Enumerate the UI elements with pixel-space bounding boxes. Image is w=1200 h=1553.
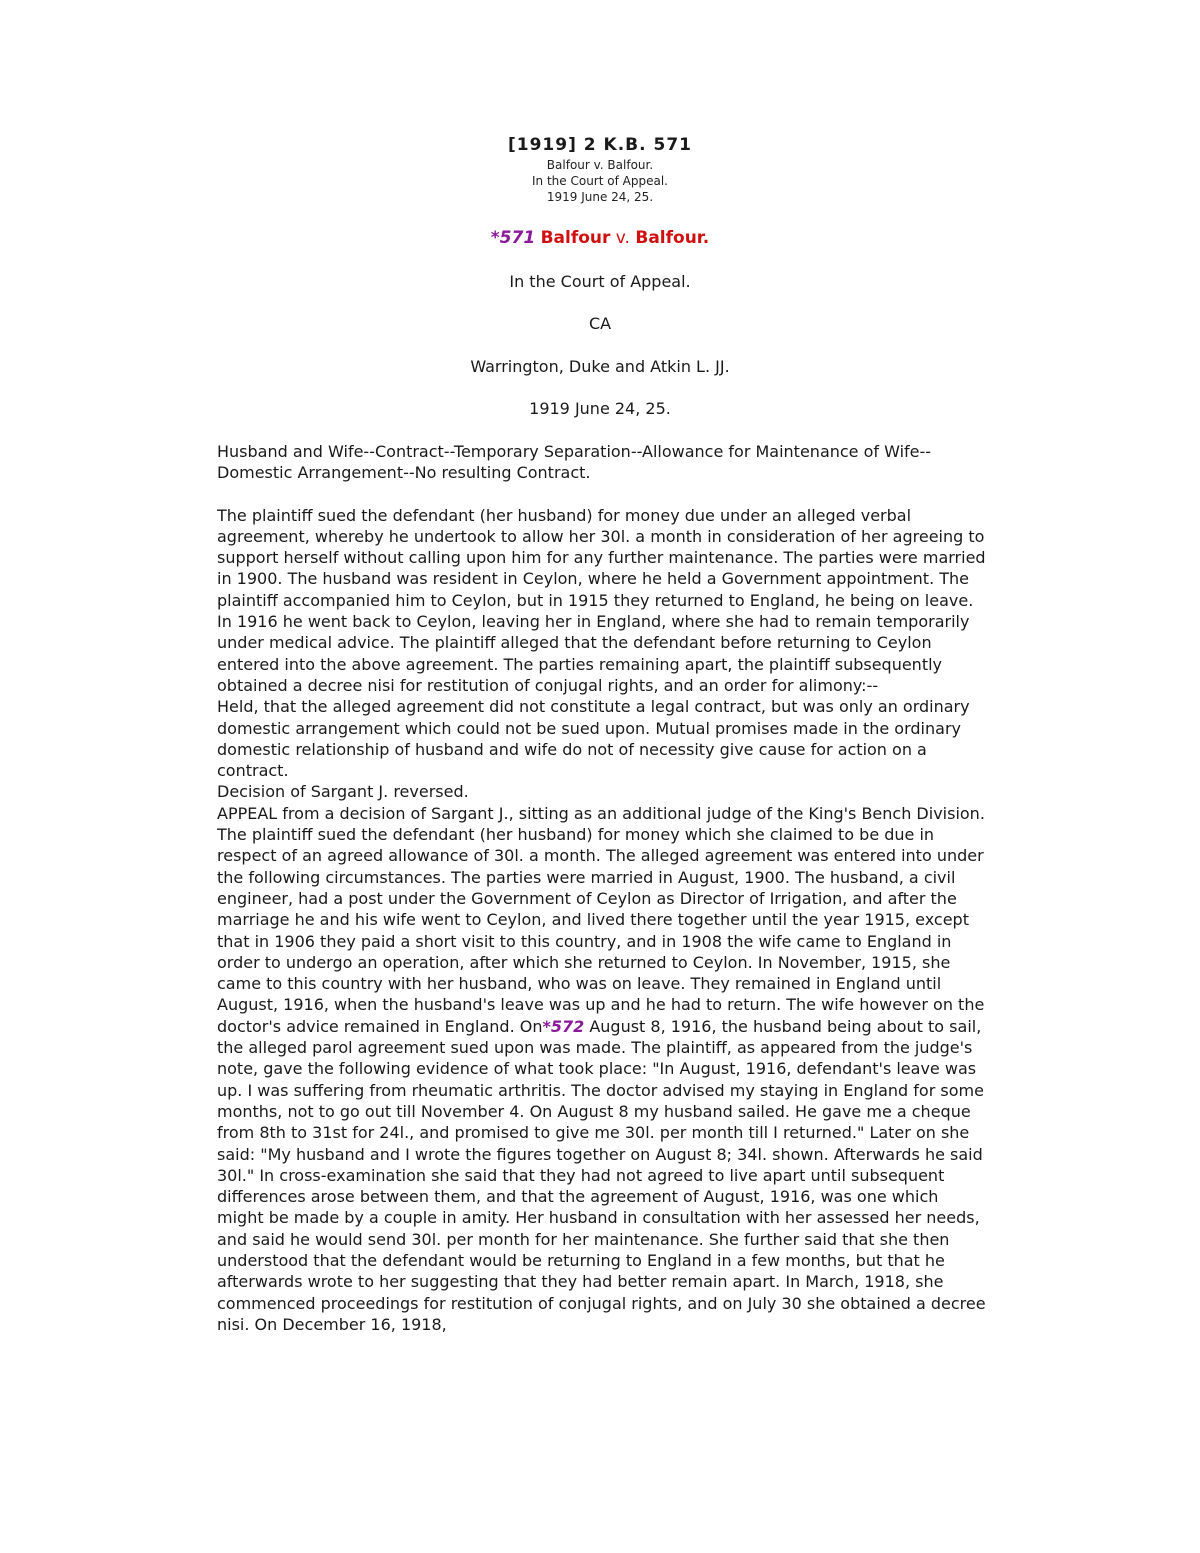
judgment-body xyxy=(217,441,987,1335)
facts-text-part-2: August 8, 1916, the husband being about to sail, the alleged parol agreement sued upon was made. The plaintiff, as appeared from the judge's note, gave the following evidence of what took place: "In August, 1916, defendant's leave was up. I was suffering from rheumatic arthritis. The doctor advised my staying in England for some months, not to go out till November 4. On August 8 my husband sailed. He gave me a cheque from 8th to 31st for 24l., and promised to give me 30l. per month till I returned." Later on she said: "My husband and I wrote the figures together on August 8; 34l. shown. Afterwards he said 30l." In cross-examination she said that they had not agreed to live apart until subsequent differences arose between them, and that the agreement of August, 1916, was one which might be made by a couple in amity. Her husband in consultation with her assessed her needs, and said he would send 30l. per month for her maintenance. She further said that she then understood that the defendant would be returning to England in a few months, but that he afterwards wrote to her suggesting that they had better remain apart. In March, 1918, she commenced proceedings for restitution of conjugal rights, and on July 30 she obtained a decree nisi. On December 16, 1918, xyxy=(217,1016,986,1334)
headnote: The plaintiff sued the defendant (her husband) for money due under an alleged verbal agreement, whereby he undertook to allow her 30l. a month in consideration of her agreeing to support herself without calling upon him for any further maintenance. The parties were married in 1900. The husband was resident in Ceylon, where he held a Government appointment. The plaintiff accompanied him to Ceylon, but in 1915 they returned to England, he being on leave. In 1916 he went back to Ceylon, leaving her in England, where she had to remain temporarily under medical advice. The plaintiff alleged that the defendant before returning to Ceylon entered into the above agreement. The parties remaining apart, the plaintiff subsequently obtained a decree nisi for restitution of conjugal rights, and an order for alimony:-- xyxy=(217,505,986,695)
header-dates: 1919 June 24, 25. xyxy=(546,190,654,204)
star-page-marker-572: *572 xyxy=(542,1016,585,1036)
appeal-paragraph: APPEAL from a decision of Sargant J., sitting as an additional judge of the King's Bench Division. xyxy=(217,803,985,823)
versus-label: v. xyxy=(615,228,630,248)
court-name: In the Court of Appeal. xyxy=(509,272,691,291)
header-case-name: Balfour v. Balfour. xyxy=(546,158,654,172)
party-plaintiff: Balfour xyxy=(540,228,611,248)
report-header xyxy=(0,133,1200,205)
held-paragraph: Held, that the alleged agreement did not constitute a legal contract, but was only an ordinary domestic arrangement which could not be sued upon. Mutual promises made in the ordinary domestic relationship of husband and wife do not of necessity give cause for action on a contract. xyxy=(217,697,970,781)
court-code: CA xyxy=(588,314,612,333)
star-page-marker: *571 xyxy=(490,228,536,248)
header-court: In the Court of Appeal. xyxy=(532,174,668,188)
case-title xyxy=(0,226,1200,250)
hearing-dates: 1919 June 24, 25. xyxy=(529,399,671,418)
facts-text-part-1: The plaintiff sued the defendant (her husband) for money which she claimed to be due in respect of an agreed allowance of 30l. a month. The alleged agreement was entered into under the following circumstances. The parties were married in August, 1900. The husband, a civil engineer, had a post under the Government of Ceylon as Director of Irrigation, and after the marriage he and his wife went to Ceylon, and lived there together until the year 1915, except that in 1906 they paid a short visit to this country, and in 1908 the wife came to England in order to undergo an operation, after which she returned to Ceylon. In November, 1915, she came to this country with her husband, who was on leave. They remained in England until August, 1916, when the husband's leave was up and he had to return. The wife however on the doctor's advice remained in England. On xyxy=(217,825,985,1036)
party-defendant: Balfour. xyxy=(635,228,710,248)
law-report-citation: [1919] 2 K.B. 571 xyxy=(508,135,692,155)
facts-paragraph xyxy=(217,824,987,1335)
decision-line: Decision of Sargant J. reversed. xyxy=(217,782,469,802)
catchwords: Husband and Wife--Contract--Temporary Separation--Allowance for Maintenance of Wife--Domestic Arrangement--No resulting Contract. xyxy=(217,442,932,483)
judges: Warrington, Duke and Atkin L. JJ. xyxy=(470,357,730,376)
